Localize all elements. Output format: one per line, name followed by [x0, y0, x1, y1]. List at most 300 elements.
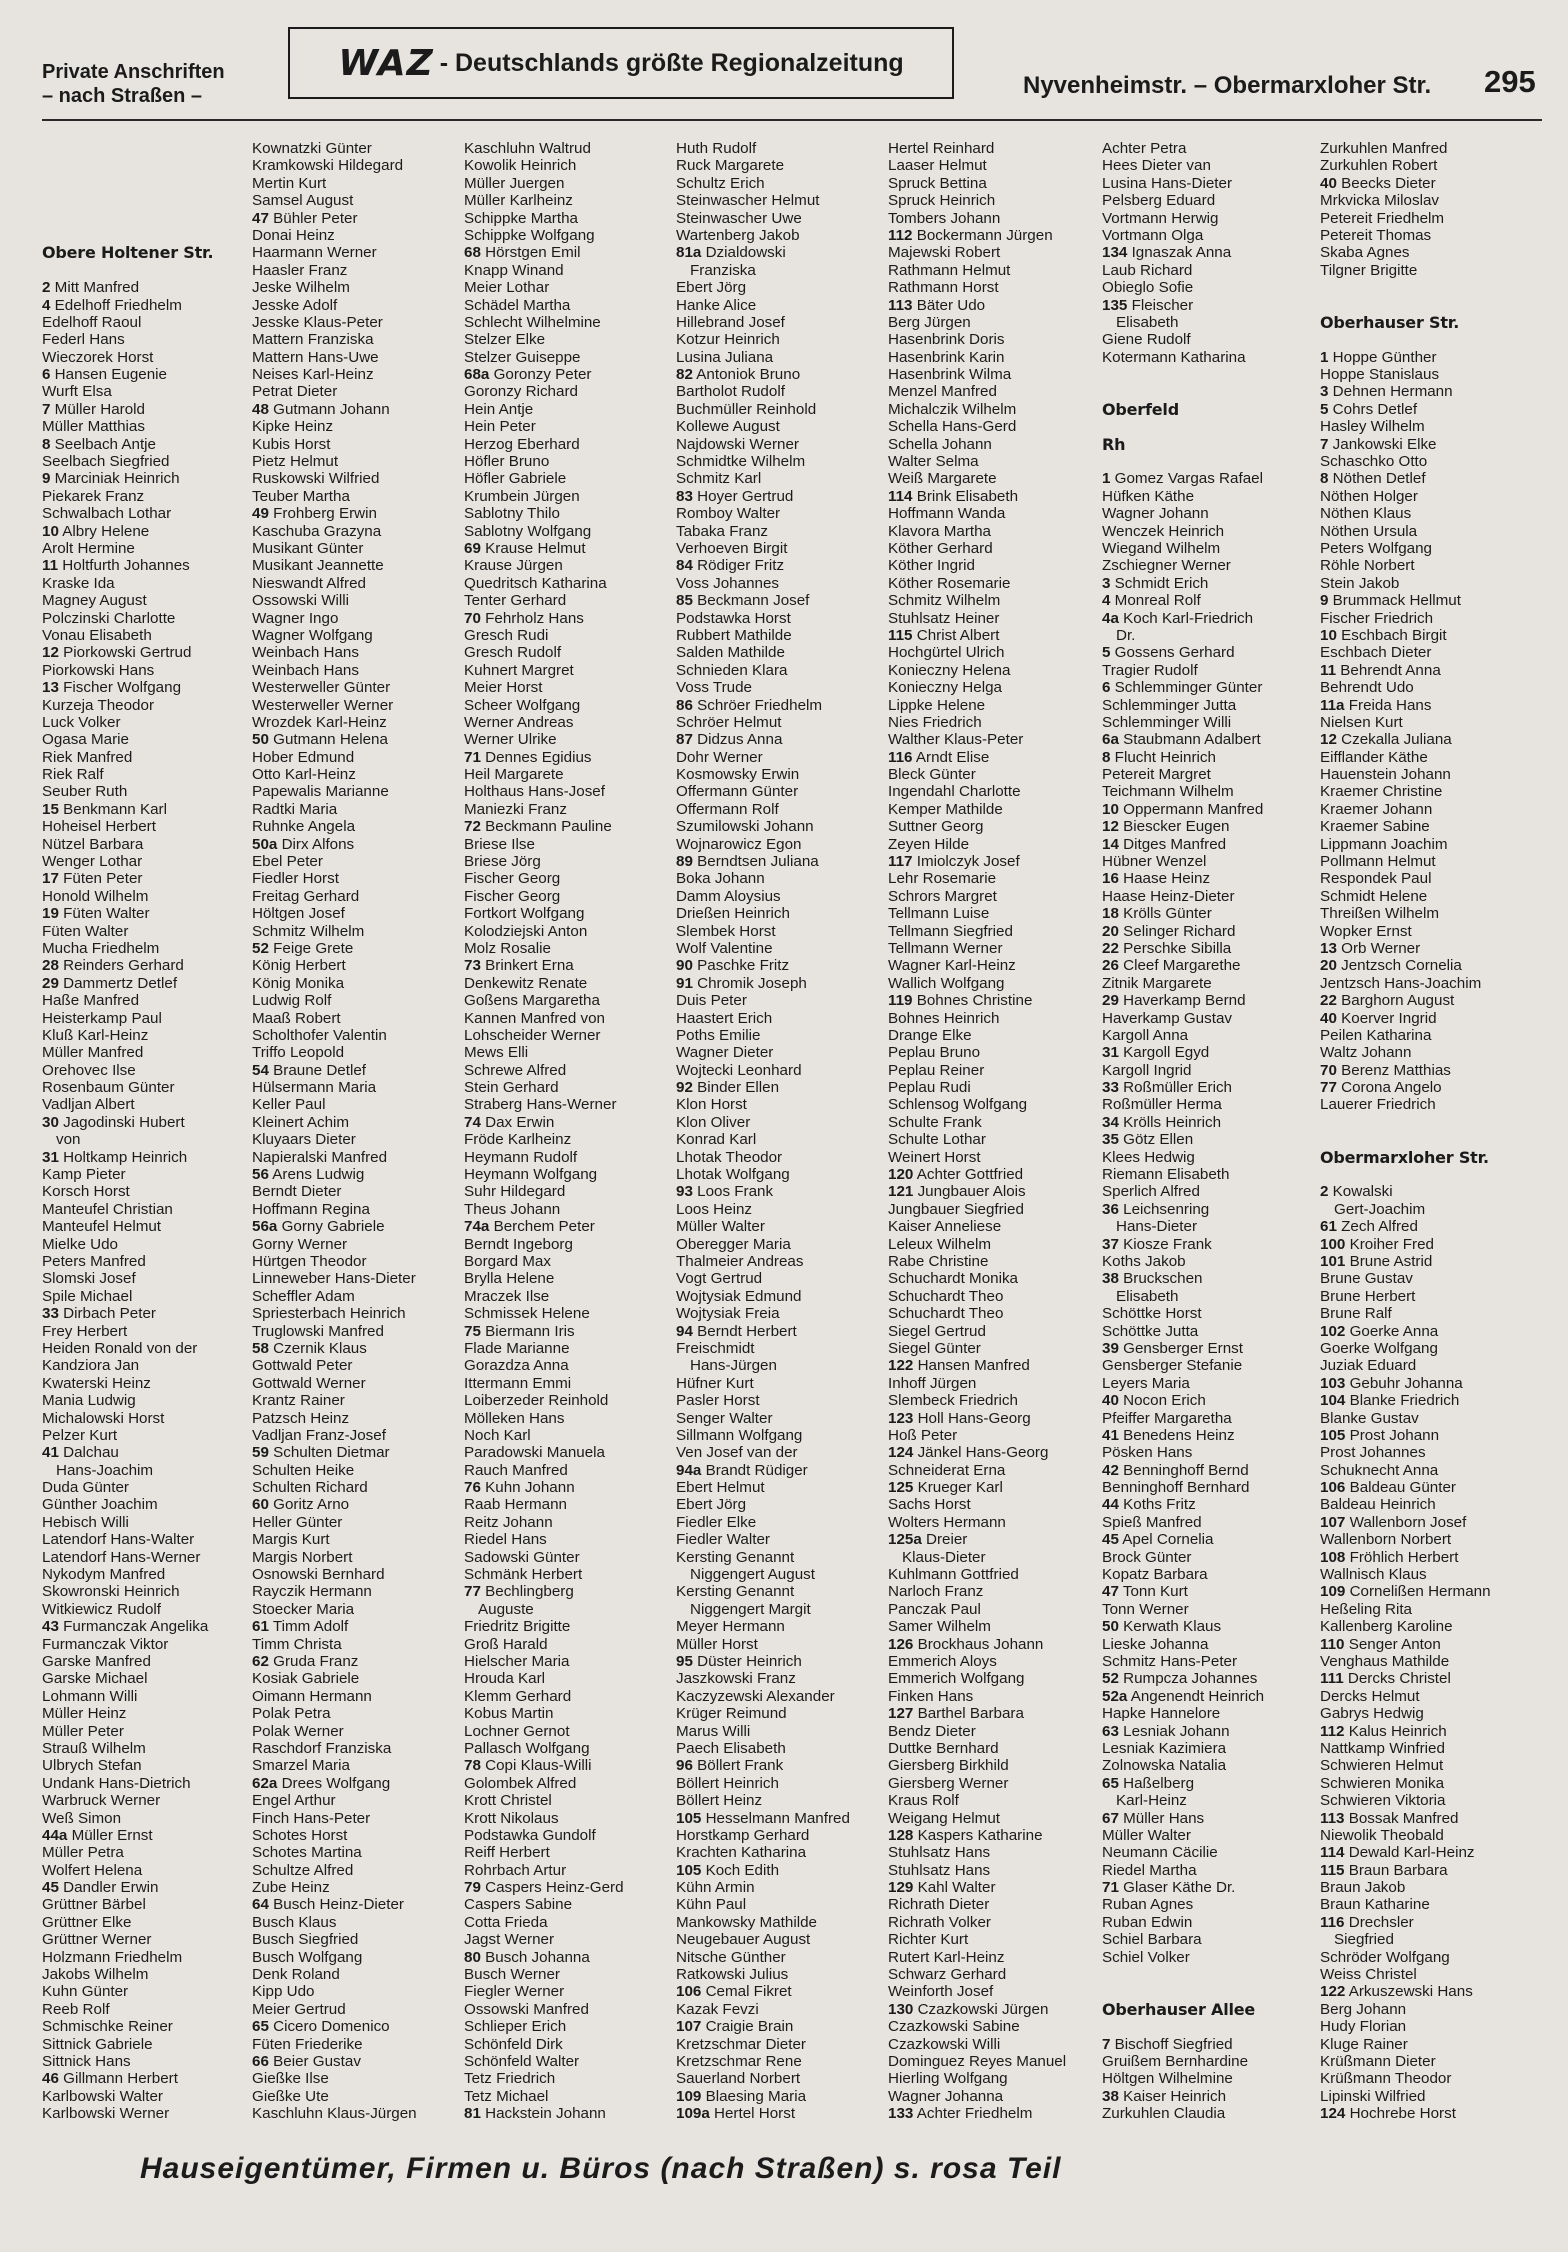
directory-entry: Müller Manfred	[42, 1044, 144, 1062]
house-number: 115	[1320, 1861, 1345, 1879]
directory-entry: Friedritz Brigitte	[464, 1618, 571, 1636]
house-number: 10	[42, 522, 59, 540]
directory-entry: 45 Dandler Erwin	[42, 1879, 159, 1897]
directory-entry: Kuhlmann Gottfried	[888, 1566, 1019, 1584]
house-number: 11	[42, 557, 59, 575]
directory-entry: Sittnick Hans	[42, 2052, 131, 2070]
directory-entry: Schädel Martha	[464, 296, 571, 314]
directory-entry: Tombers Johann	[888, 209, 1001, 227]
directory-entry: Achter Petra	[1102, 140, 1187, 157]
house-number: 76	[464, 1479, 481, 1497]
house-number: 94	[676, 1322, 693, 1340]
house-number: 6a	[1102, 731, 1119, 749]
entry-continuation: Franziska	[690, 261, 756, 279]
directory-entry: Krüger Reimund	[676, 1705, 787, 1723]
directory-entry: Walter Selma	[888, 453, 979, 471]
directory-entry: 49 Frohberg Erwin	[252, 505, 377, 523]
directory-entry: 125a Dreier	[888, 1531, 968, 1549]
directory-entry: Ebert Jörg	[676, 1496, 747, 1514]
directory-entry: Haverkamp Gustav	[1102, 1009, 1232, 1027]
directory-entry: Denk Roland	[252, 1966, 340, 1984]
directory-entry: Klees Hedwig	[1102, 1148, 1195, 1166]
directory-entry: Kluge Rainer	[1320, 2035, 1408, 2053]
spacer	[1320, 279, 1545, 296]
house-number: 122	[1320, 1983, 1346, 2001]
directory-entry: 20 Jentzsch Cornelia	[1320, 957, 1462, 975]
directory-entry: Lohmann Willi	[42, 1687, 138, 1705]
house-number: 130	[888, 2000, 914, 2018]
directory-entry: Haase Heinz-Dieter	[1102, 887, 1235, 905]
directory-entry: 71 Dennes Egidius	[464, 748, 592, 766]
directory-entry: 109 Blaesing Maria	[676, 2087, 807, 2105]
directory-entry: Hrouda Karl	[464, 1670, 546, 1688]
directory-entry: Nieswandt Alfred	[252, 574, 366, 592]
directory-entry: Freischmidt	[676, 1339, 755, 1357]
house-number: 1	[1320, 348, 1329, 366]
directory-entry: Brune Herbert	[1320, 1287, 1416, 1305]
directory-entry: 87 Didzus Anna	[676, 731, 783, 749]
directory-entry: Finken Hans	[888, 1687, 974, 1705]
directory-entry: Busch Wolfgang	[252, 1948, 363, 1966]
house-number: 12	[1320, 731, 1337, 749]
directory-entry: Keller Paul	[252, 1096, 326, 1114]
house-number: 20	[1320, 957, 1337, 975]
directory-entry: Dercks Helmut	[1320, 1687, 1420, 1705]
directory-entry: Poths Emilie	[676, 1026, 761, 1044]
directory-entry: Baldeau Heinrich	[1320, 1496, 1436, 1514]
house-number: 3	[1102, 574, 1111, 592]
directory-entry: Schmitz Karl	[676, 470, 762, 488]
house-number: 37	[1102, 1235, 1119, 1253]
directory-entry: Gießke Ilse	[252, 2070, 329, 2088]
directory-entry: Berndt Dieter	[252, 1183, 342, 1201]
footer-note: Hauseigentümer, Firmen u. Büros (nach Straßen) s. rosa Teil	[140, 2152, 1062, 2185]
directory-entry: Laaser Helmut	[888, 157, 987, 175]
directory-entry: 18 Krölls Günter	[1102, 905, 1212, 923]
directory-entry: Seuber Ruth	[42, 783, 128, 801]
house-number: 47	[1102, 1583, 1119, 1601]
directory-entry: Wojtysiak Freia	[676, 1305, 780, 1323]
directory-entry: 112 Bockermann Jürgen	[888, 226, 1053, 244]
directory-entry: Honold Wilhelm	[42, 887, 149, 905]
house-number: 7	[1320, 435, 1329, 453]
directory-entry: 133 Achter Friedhelm	[888, 2105, 1033, 2123]
directory-entry: Wieczorek Horst	[42, 348, 154, 366]
directory-entry: 74a Berchem Peter	[464, 1218, 595, 1236]
directory-entry: Busch Siegfried	[252, 1931, 359, 1949]
directory-entry: Bendz Dieter	[888, 1722, 976, 1740]
directory-entry: Nitsche Günther	[676, 1948, 786, 1966]
directory-entry: König Herbert	[252, 957, 346, 975]
house-number: 7	[42, 400, 51, 418]
directory-entry: Lieske Johanna	[1102, 1635, 1209, 1653]
directory-entry: Schneiderat Erna	[888, 1461, 1006, 1479]
directory-entry: Fischer Georg	[464, 870, 561, 888]
directory-entry: Kazak Fevzi	[676, 2000, 759, 2018]
street-range: Nyvenheimstr. – Obermarxloher Str.	[1023, 72, 1432, 99]
directory-entry: Gorazdza Anna	[464, 1357, 569, 1375]
directory-entry: Engel Arthur	[252, 1792, 336, 1810]
directory-entry: Kuhn Günter	[42, 1983, 129, 2001]
directory-entry: 68 Hörstgen Emil	[464, 244, 581, 262]
directory-entry: Sablotny Wolfgang	[464, 522, 592, 540]
directory-entry: 50 Kerwath Klaus	[1102, 1618, 1222, 1636]
directory-entry: Heiden Ronald von der	[42, 1339, 198, 1357]
house-number: 116	[888, 748, 913, 766]
house-number: 65	[252, 2018, 269, 2036]
directory-entry: Müller Matthias	[42, 418, 145, 436]
directory-entry: Orehovec Ilse	[42, 1061, 136, 1079]
directory-entry: Maniezki Franz	[464, 800, 567, 818]
directory-entry: Knapp Winand	[464, 261, 564, 279]
directory-entry: Weinert Horst	[888, 1148, 981, 1166]
directory-entry: Stein Gerhard	[464, 1079, 559, 1097]
house-number: 113	[1320, 1809, 1345, 1827]
house-number: 113	[888, 296, 913, 314]
house-number: 13	[1320, 939, 1337, 957]
directory-entry: Ossowski Manfred	[464, 2000, 589, 2018]
directory-entry: Mattern Franziska	[252, 331, 374, 349]
directory-entry: Sperlich Alfred	[1102, 1183, 1200, 1201]
entry-continuation: Klaus-Dieter	[902, 1548, 986, 1566]
directory-entry: Kamp Pieter	[42, 1166, 126, 1184]
section-label-line1: Private Anschriften	[42, 61, 225, 83]
directory-entry: 62 Gruda Franz	[252, 1652, 359, 1670]
directory-column-4	[676, 140, 881, 2123]
directory-entry: Grüttner Bärbel	[42, 1896, 146, 1914]
directory-entry: Vortmann Herwig	[1102, 209, 1219, 227]
directory-entry: Füten Walter	[42, 922, 129, 940]
directory-entry: Roßmüller Herma	[1102, 1096, 1222, 1114]
directory-entry: Kownatzki Günter	[252, 140, 372, 157]
directory-entry: Wallnisch Klaus	[1320, 1566, 1427, 1584]
directory-entry: Fiegler Werner	[464, 1983, 565, 2001]
directory-entry: Lehr Rosemarie	[888, 870, 997, 888]
house-number: 61	[1320, 1218, 1337, 1236]
directory-entry: Nielsen Kurt	[1320, 713, 1403, 731]
directory-entry: Schmidt Helene	[1320, 887, 1428, 905]
directory-entry: Loos Heinz	[676, 1200, 752, 1218]
house-number: 6	[1102, 679, 1111, 697]
spacer	[1102, 2018, 1307, 2035]
directory-entry: 90 Paschke Fritz	[676, 957, 790, 975]
directory-entry: Bohnes Heinrich	[888, 1009, 1000, 1027]
directory-entry: 8 Nöthen Detlef	[1320, 470, 1426, 488]
directory-entry: 2 Mitt Manfred	[42, 279, 140, 297]
entry-continuation: Niggengert August	[690, 1566, 815, 1584]
directory-entry: 16 Haase Heinz	[1102, 870, 1211, 888]
directory-entry: Müller Juergen	[464, 174, 565, 192]
directory-entry: Werner Andreas	[464, 713, 574, 731]
house-number: 41	[42, 1444, 59, 1462]
directory-entry: Kargoll Anna	[1102, 1026, 1189, 1044]
directory-entry: Reiff Herbert	[464, 1844, 550, 1862]
directory-entry: Fröde Karlheinz	[464, 1131, 572, 1149]
directory-entry: Nies Friedrich	[888, 713, 982, 731]
street-heading: Oberhauser Str.	[1320, 312, 1460, 332]
directory-entry: Leleux Wilhelm	[888, 1235, 991, 1253]
directory-entry: Huth Rudolf	[676, 140, 757, 157]
directory-entry: Jagst Werner	[464, 1931, 555, 1949]
directory-entry: Schmitz Wilhelm	[888, 592, 1001, 610]
directory-entry: Dohr Werner	[676, 748, 763, 766]
directory-entry: 7 Bischoff Siegfried	[1102, 2035, 1233, 2053]
directory-entry: Ven Josef van der	[676, 1444, 798, 1462]
directory-entry: Tellmann Luise	[888, 905, 990, 923]
directory-entry: Wagner Ingo	[252, 609, 339, 627]
directory-entry: Petereit Thomas	[1320, 226, 1432, 244]
house-number: 133	[888, 2105, 914, 2123]
section-label-line2: – nach Straßen –	[42, 85, 203, 107]
directory-entry: Mattern Hans-Uwe	[252, 348, 379, 366]
directory-entry: Braun Jakob	[1320, 1879, 1406, 1897]
house-number: 106	[1320, 1479, 1346, 1497]
directory-entry: Steinwascher Uwe	[676, 209, 802, 227]
directory-entry: 117 Imiolczyk Josef	[888, 853, 1020, 871]
directory-entry: Eschbach Dieter	[1320, 644, 1432, 662]
directory-entry: 106 Baldeau Günter	[1320, 1479, 1456, 1497]
directory-entry: Obieglo Sofie	[1102, 279, 1194, 297]
directory-entry: Romboy Walter	[676, 505, 781, 523]
house-number: 72	[464, 818, 481, 836]
directory-entry: 22 Barghorn August	[1320, 992, 1455, 1010]
directory-entry: Blanke Gustav	[1320, 1409, 1419, 1427]
directory-entry: Wagner Karl-Heinz	[888, 957, 1016, 975]
directory-entry: Bleck Günter	[888, 766, 976, 784]
directory-entry: Polak Werner	[252, 1722, 344, 1740]
directory-entry: Böllert Heinrich	[676, 1774, 779, 1792]
directory-entry: Meier Gertrud	[252, 2000, 346, 2018]
directory-entry: Zeyen Hilde	[888, 835, 970, 853]
directory-entry: Edelhoff Raoul	[42, 313, 142, 331]
house-number: 75	[464, 1322, 481, 1340]
directory-entry: Lauerer Friedrich	[1320, 1096, 1436, 1114]
directory-entry: 58 Czernik Klaus	[252, 1339, 367, 1357]
house-number: 9	[42, 470, 51, 488]
directory-entry: Rubbert Mathilde	[676, 626, 792, 644]
directory-entry: Müller Peter	[42, 1722, 124, 1740]
directory-entry: 28 Reinders Gerhard	[42, 957, 184, 975]
directory-entry: Koths Jakob	[1102, 1253, 1186, 1270]
directory-entry: Müller Karlheinz	[464, 192, 573, 210]
directory-entry: Gresch Rudi	[464, 626, 549, 644]
directory-entry: Freitag Gerhard	[252, 887, 360, 905]
house-number: 3	[1320, 383, 1329, 401]
directory-entry: 39 Gensberger Ernst	[1102, 1339, 1243, 1357]
directory-entry: Heisterkamp Paul	[42, 1009, 162, 1027]
house-number: 86	[676, 696, 693, 714]
directory-entry: Lesniak Kazimiera	[1102, 1739, 1227, 1757]
directory-entry: 50 Gutmann Helena	[252, 731, 388, 749]
house-number: 68	[464, 244, 481, 262]
house-number: 12	[42, 644, 59, 662]
directory-entry: Frey Herbert	[42, 1322, 128, 1340]
directory-entry: Weiss Christel	[1320, 1966, 1417, 1984]
house-number: 4	[1102, 592, 1111, 610]
directory-entry: Köther Ingrid	[888, 557, 975, 575]
house-number: 8	[1320, 470, 1329, 488]
directory-entry: 77 Bechlingberg	[464, 1583, 574, 1601]
house-number: 5	[1102, 644, 1111, 662]
house-number: 81a	[676, 244, 702, 262]
directory-entry: Hoffmann Regina	[252, 1200, 370, 1218]
directory-entry: 29 Dammertz Detlef	[42, 974, 178, 992]
directory-entry: Raschdorf Franziska	[252, 1739, 392, 1757]
directory-entry: Richrath Dieter	[888, 1896, 990, 1914]
directory-entry: Zitnik Margarete	[1102, 974, 1212, 992]
directory-entry: Köther Rosemarie	[888, 574, 1011, 592]
spacer	[1102, 1983, 1307, 2000]
directory-entry: Donai Heinz	[252, 226, 335, 244]
directory-entry: Briese Ilse	[464, 835, 535, 853]
directory-entry: Siegel Gertrud	[888, 1322, 986, 1340]
directory-entry: Riemann Elisabeth	[1102, 1166, 1230, 1184]
directory-entry: Vogt Gertrud	[676, 1270, 763, 1288]
directory-entry: 119 Bohnes Christine	[888, 992, 1033, 1010]
directory-entry: Kaschuba Grazyna	[252, 522, 382, 540]
house-number: 117	[888, 853, 913, 871]
directory-entry: Müller Walter	[1102, 1826, 1191, 1844]
directory-entry: Raab Hermann	[464, 1496, 567, 1514]
house-number: 74a	[464, 1218, 490, 1236]
house-number: 5	[1320, 400, 1329, 418]
house-number: 128	[888, 1826, 914, 1844]
house-number: 81	[464, 2105, 481, 2123]
directory-entry: Pollmann Helmut	[1320, 853, 1436, 871]
directory-entry: Respondek Paul	[1320, 870, 1432, 888]
house-number: 35	[1102, 1131, 1119, 1149]
directory-entry: 82 Antoniok Bruno	[676, 366, 801, 384]
directory-entry: Ratkowski Julius	[676, 1966, 789, 1984]
entry-continuation: Karl-Heinz	[1116, 1792, 1187, 1810]
directory-entry: Petrat Dieter	[252, 383, 338, 401]
directory-entry: Meyer Hermann	[676, 1618, 785, 1636]
directory-entry: Tragier Rudolf	[1102, 661, 1198, 679]
directory-entry: Schlensog Wolfgang	[888, 1096, 1028, 1114]
directory-entry: Smarzel Maria	[252, 1757, 350, 1775]
directory-entry: Schuknecht Anna	[1320, 1461, 1439, 1479]
directory-entry: Stuhlsatz Heiner	[888, 609, 1000, 627]
directory-entry: Szumilowski Johann	[676, 818, 814, 836]
house-number: 31	[1102, 1044, 1119, 1062]
directory-entry: Peplau Rudi	[888, 1079, 971, 1097]
directory-entry: Dominguez Reyes Manuel	[888, 2052, 1067, 2070]
directory-entry: 105 Prost Johann	[1320, 1426, 1440, 1444]
directory-entry: Denkewitz Renate	[464, 974, 588, 992]
directory-entry: 29 Haverkamp Bernd	[1102, 992, 1246, 1010]
directory-entry: Kuhnert Margret	[464, 661, 574, 679]
directory-entry: Heymann Rudolf	[464, 1148, 578, 1166]
directory-entry: 7 Müller Harold	[42, 400, 145, 418]
directory-entry: Golombek Alfred	[464, 1774, 577, 1792]
directory-entry: Pasler Horst	[676, 1392, 760, 1410]
directory-entry: Siegel Günter	[888, 1339, 981, 1357]
directory-entry: Paradowski Manuela	[464, 1444, 605, 1462]
house-number: 71	[1102, 1879, 1119, 1897]
spacer	[42, 157, 247, 174]
spacer	[42, 210, 247, 227]
directory-entry: Neumann Cäcilie	[1102, 1844, 1218, 1862]
directory-entry: Hüfken Käthe	[1102, 487, 1195, 505]
house-number: 105	[1320, 1426, 1346, 1444]
directory-entry: Schmissek Helene	[464, 1305, 590, 1323]
directory-entry: Hudy Florian	[1320, 2018, 1407, 2036]
directory-column-7	[1320, 140, 1545, 2123]
directory-entry: 4a Koch Karl-Friedrich	[1102, 609, 1254, 627]
directory-entry: Ebert Helmut	[676, 1479, 765, 1497]
directory-entry: Schiel Volker	[1102, 1948, 1190, 1966]
house-number: 50	[252, 731, 269, 749]
directory-entry: Höltgen Wilhelmine	[1102, 2070, 1233, 2088]
directory-entry: Tetz Friedrich	[464, 2070, 556, 2088]
directory-entry: Theus Johann	[464, 1200, 561, 1218]
directory-entry: 68a Goronzy Peter	[464, 366, 592, 384]
directory-entry: Petereit Friedhelm	[1320, 209, 1445, 227]
directory-entry: Peilen Katharina	[1320, 1026, 1432, 1044]
entry-continuation: Hans-Jürgen	[690, 1357, 777, 1375]
directory-entry: 19 Füten Walter	[42, 905, 150, 923]
directory-entry: Köther Gerhard	[888, 539, 993, 557]
directory-entry: Quedritsch Katharina	[464, 574, 607, 592]
directory-entry: 71 Glaser Käthe Dr.	[1102, 1879, 1236, 1897]
directory-entry: 5 Gossens Gerhard	[1102, 644, 1235, 662]
entry-continuation: Elisabeth	[1116, 1287, 1179, 1305]
directory-entry: 73 Brinkert Erna	[464, 957, 574, 975]
directory-column-5	[888, 140, 1093, 2123]
directory-entry: Hebisch Willi	[42, 1513, 129, 1531]
directory-entry: Emmerich Wolfgang	[888, 1670, 1025, 1688]
house-number: 107	[676, 2018, 702, 2036]
directory-entry: 44 Koths Fritz	[1102, 1496, 1196, 1514]
directory-entry: 61 Timm Adolf	[252, 1618, 349, 1636]
directory-entry: Ulbrych Stefan	[42, 1757, 142, 1775]
spacer	[42, 192, 247, 209]
house-number: 43	[42, 1618, 59, 1636]
directory-entry: Schuchardt Monika	[888, 1270, 1019, 1288]
directory-entry: 63 Lesniak Johann	[1102, 1722, 1230, 1740]
directory-entry: 72 Beckmann Pauline	[464, 818, 612, 836]
house-number: 45	[1102, 1531, 1119, 1549]
directory-entry: Kallenberg Karoline	[1320, 1618, 1453, 1636]
house-number: 64	[252, 1896, 269, 1914]
street-heading: Oberhauser Allee	[1102, 1999, 1256, 2019]
directory-entry: Spruck Bettina	[888, 174, 987, 192]
directory-entry: Witkiewicz Rudolf	[42, 1600, 161, 1618]
directory-entry: Gensberger Stefanie	[1102, 1357, 1243, 1375]
directory-entry: 81 Hackstein Johann	[464, 2105, 606, 2123]
directory-entry: 3 Dehnen Hermann	[1320, 383, 1453, 401]
directory-entry: Polak Petra	[252, 1705, 331, 1723]
house-number: 33	[1102, 1079, 1119, 1097]
house-number: 44	[1102, 1496, 1119, 1514]
directory-entry: 52a Angenendt Heinrich	[1102, 1687, 1265, 1705]
directory-entry: 86 Schröer Friedhelm	[676, 696, 823, 714]
directory-entry: 12 Czekalla Juliana	[1320, 731, 1452, 749]
directory-entry: Ruhnke Angela	[252, 818, 356, 836]
directory-entry: 115 Braun Barbara	[1320, 1861, 1448, 1879]
directory-entry: Riedel Hans	[464, 1531, 547, 1549]
directory-entry: 47 Bühler Peter	[252, 209, 358, 227]
directory-entry: Wojtysiak Edmund	[676, 1287, 802, 1305]
directory-entry: Kluß Karl-Heinz	[42, 1026, 149, 1044]
directory-entry: Lippke Helene	[888, 696, 986, 714]
directory-entry: Hülsermann Maria	[252, 1079, 377, 1097]
directory-entry: Reitz Johann	[464, 1513, 553, 1531]
directory-entry: Weiß Margarete	[888, 470, 997, 488]
directory-entry: Jungbauer Siegfried	[888, 1200, 1024, 1218]
directory-entry: 8 Flucht Heinrich	[1102, 748, 1216, 766]
directory-entry: Kühn Armin	[676, 1879, 755, 1897]
